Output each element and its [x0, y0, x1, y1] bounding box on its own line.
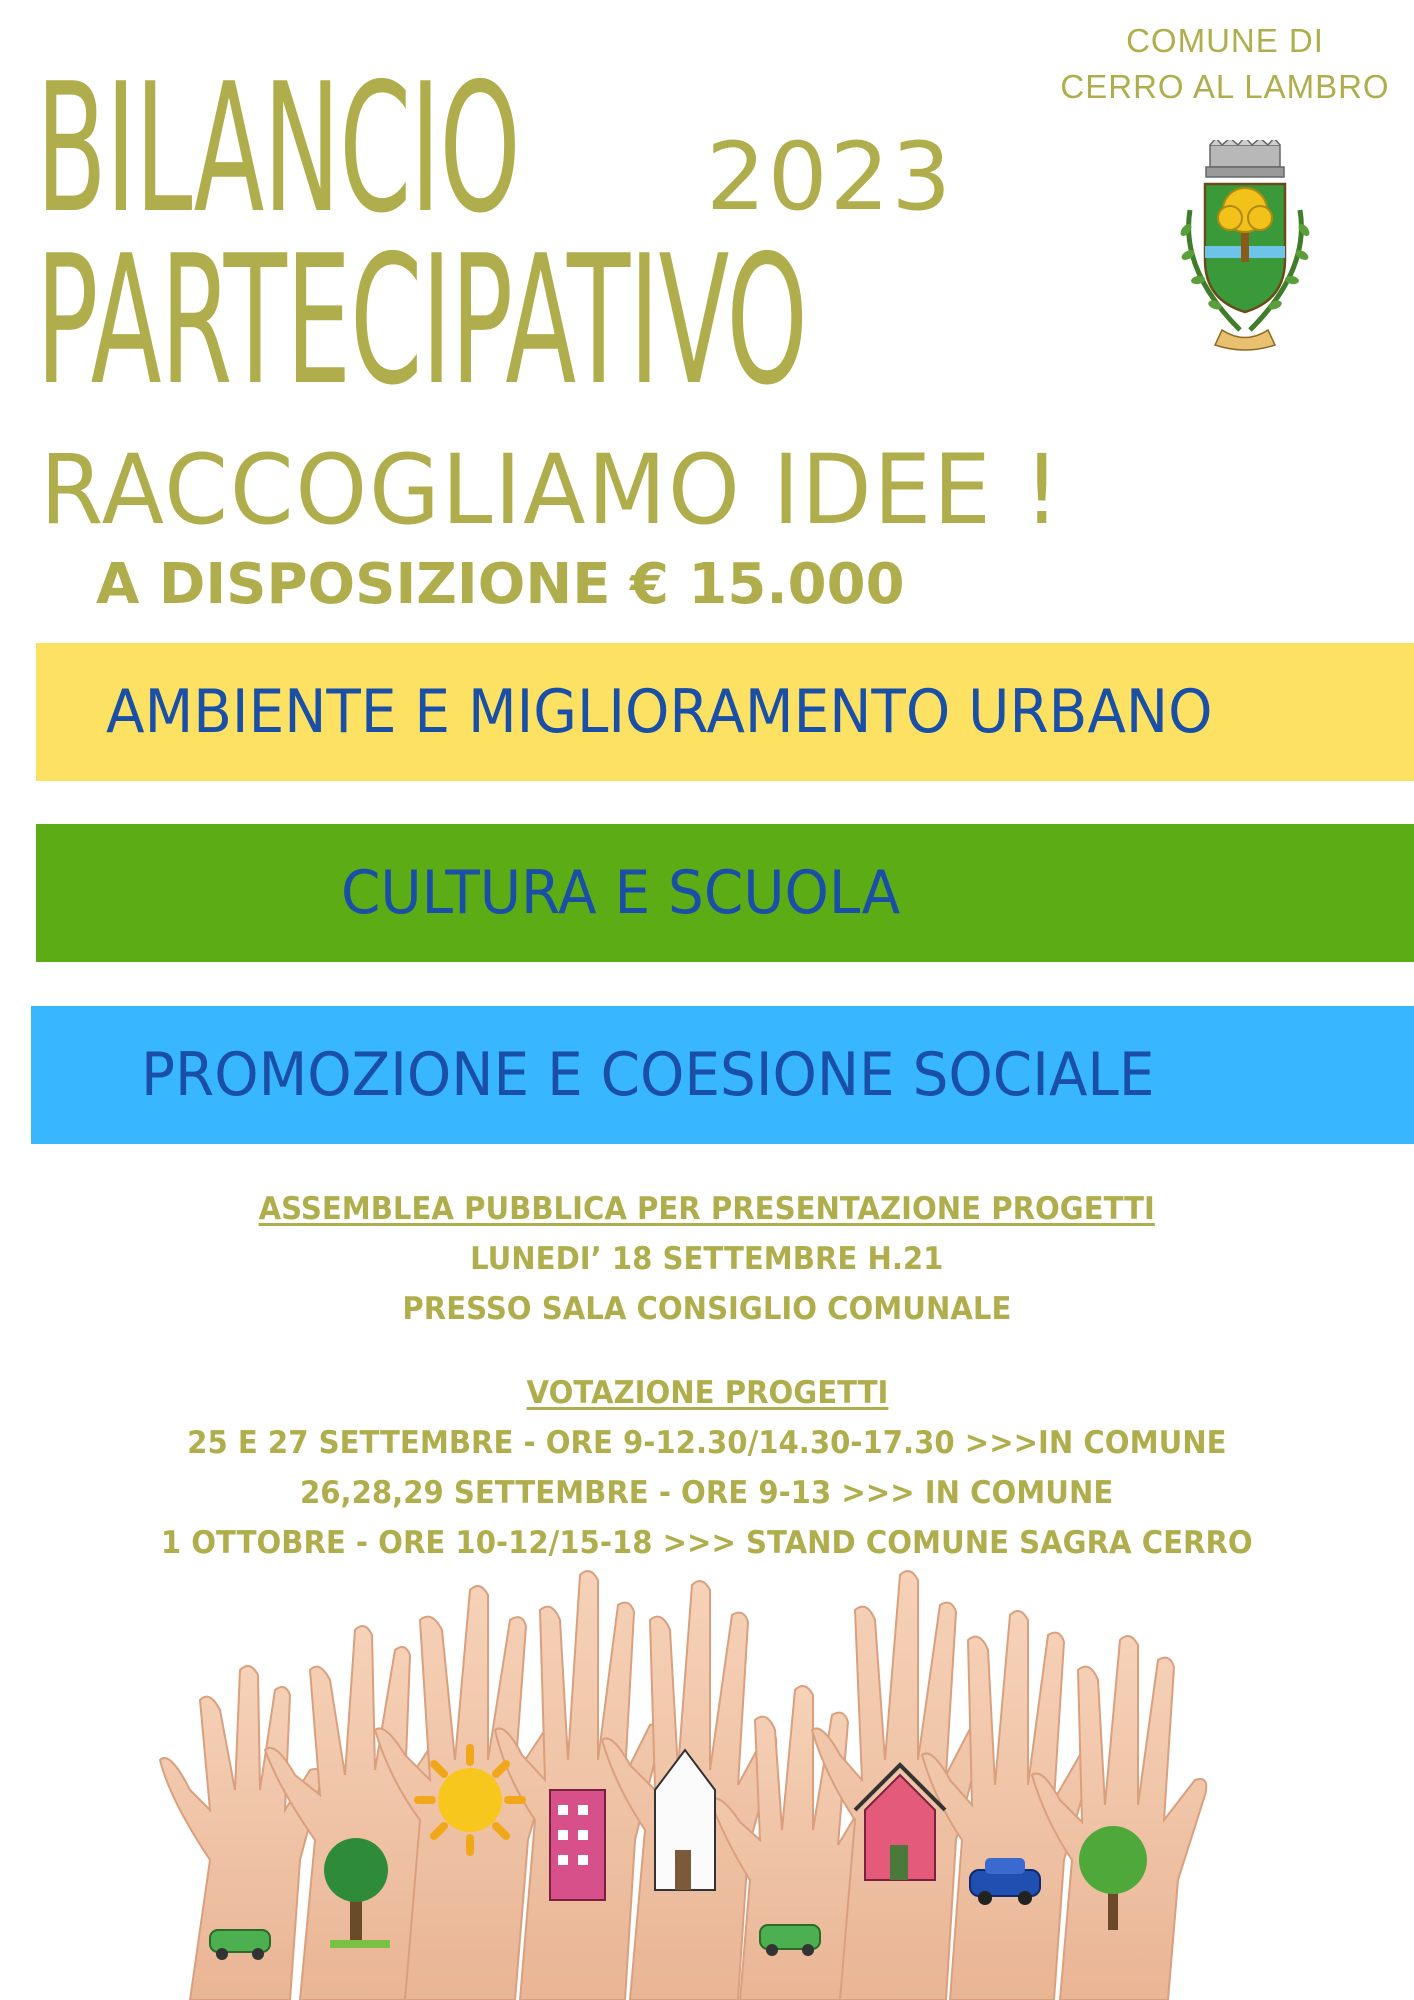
- voting-row: 26,28,29 SETTEMBRE - ORE 9-13 >>> IN COMUNE: [300, 1475, 1114, 1511]
- municipality-line-2: CERRO AL LAMBRO: [1060, 68, 1390, 105]
- assembly-place: PRESSO SALA CONSIGLIO COMUNALE: [402, 1291, 1012, 1327]
- voting-section: [0, 1368, 1414, 1568]
- painted-hands-illustration: [150, 1560, 1300, 2000]
- assembly-section: [0, 1184, 1414, 1334]
- assembly-heading: ASSEMBLEA PUBBLICA PER PRESENTAZIONE PROGETTI: [258, 1191, 1156, 1227]
- subtitle: RACCOGLIAMO IDEE !: [40, 434, 1062, 546]
- voting-row: 25 E 27 SETTEMBRE - ORE 9-12.30/14.30-17.30 >>>IN COMUNE: [187, 1425, 1227, 1461]
- category-label-social: PROMOZIONE E COESIONE SOCIALE: [141, 1040, 1155, 1110]
- category-band-environment: [36, 643, 1414, 781]
- category-label-culture: CULTURA E SCUOLA: [341, 858, 901, 928]
- title-year: 2023: [706, 123, 954, 232]
- category-label-environment: AMBIENTE E MIGLIORAMENTO URBANO: [106, 677, 1213, 747]
- budget-amount: A DISPOSIZIONE € 15.000: [96, 552, 905, 617]
- category-band-culture: [36, 824, 1414, 962]
- municipality-name: [1040, 18, 1410, 110]
- assembly-date: LUNEDI’ 18 SETTEMBRE H.21: [470, 1241, 944, 1277]
- coat-of-arms-icon: [1160, 140, 1330, 360]
- voting-heading: VOTAZIONE PROGETTI: [526, 1375, 888, 1411]
- municipality-line-1: COMUNE DI: [1126, 22, 1324, 59]
- title-line-1: BILANCIO: [36, 45, 520, 252]
- title-line-2: PARTECIPATIVO: [36, 217, 807, 424]
- voting-row: 1 OTTOBRE - ORE 10-12/15-18 >>> STAND COMUNE SAGRA CERRO: [161, 1525, 1253, 1561]
- category-band-social: [31, 1006, 1414, 1144]
